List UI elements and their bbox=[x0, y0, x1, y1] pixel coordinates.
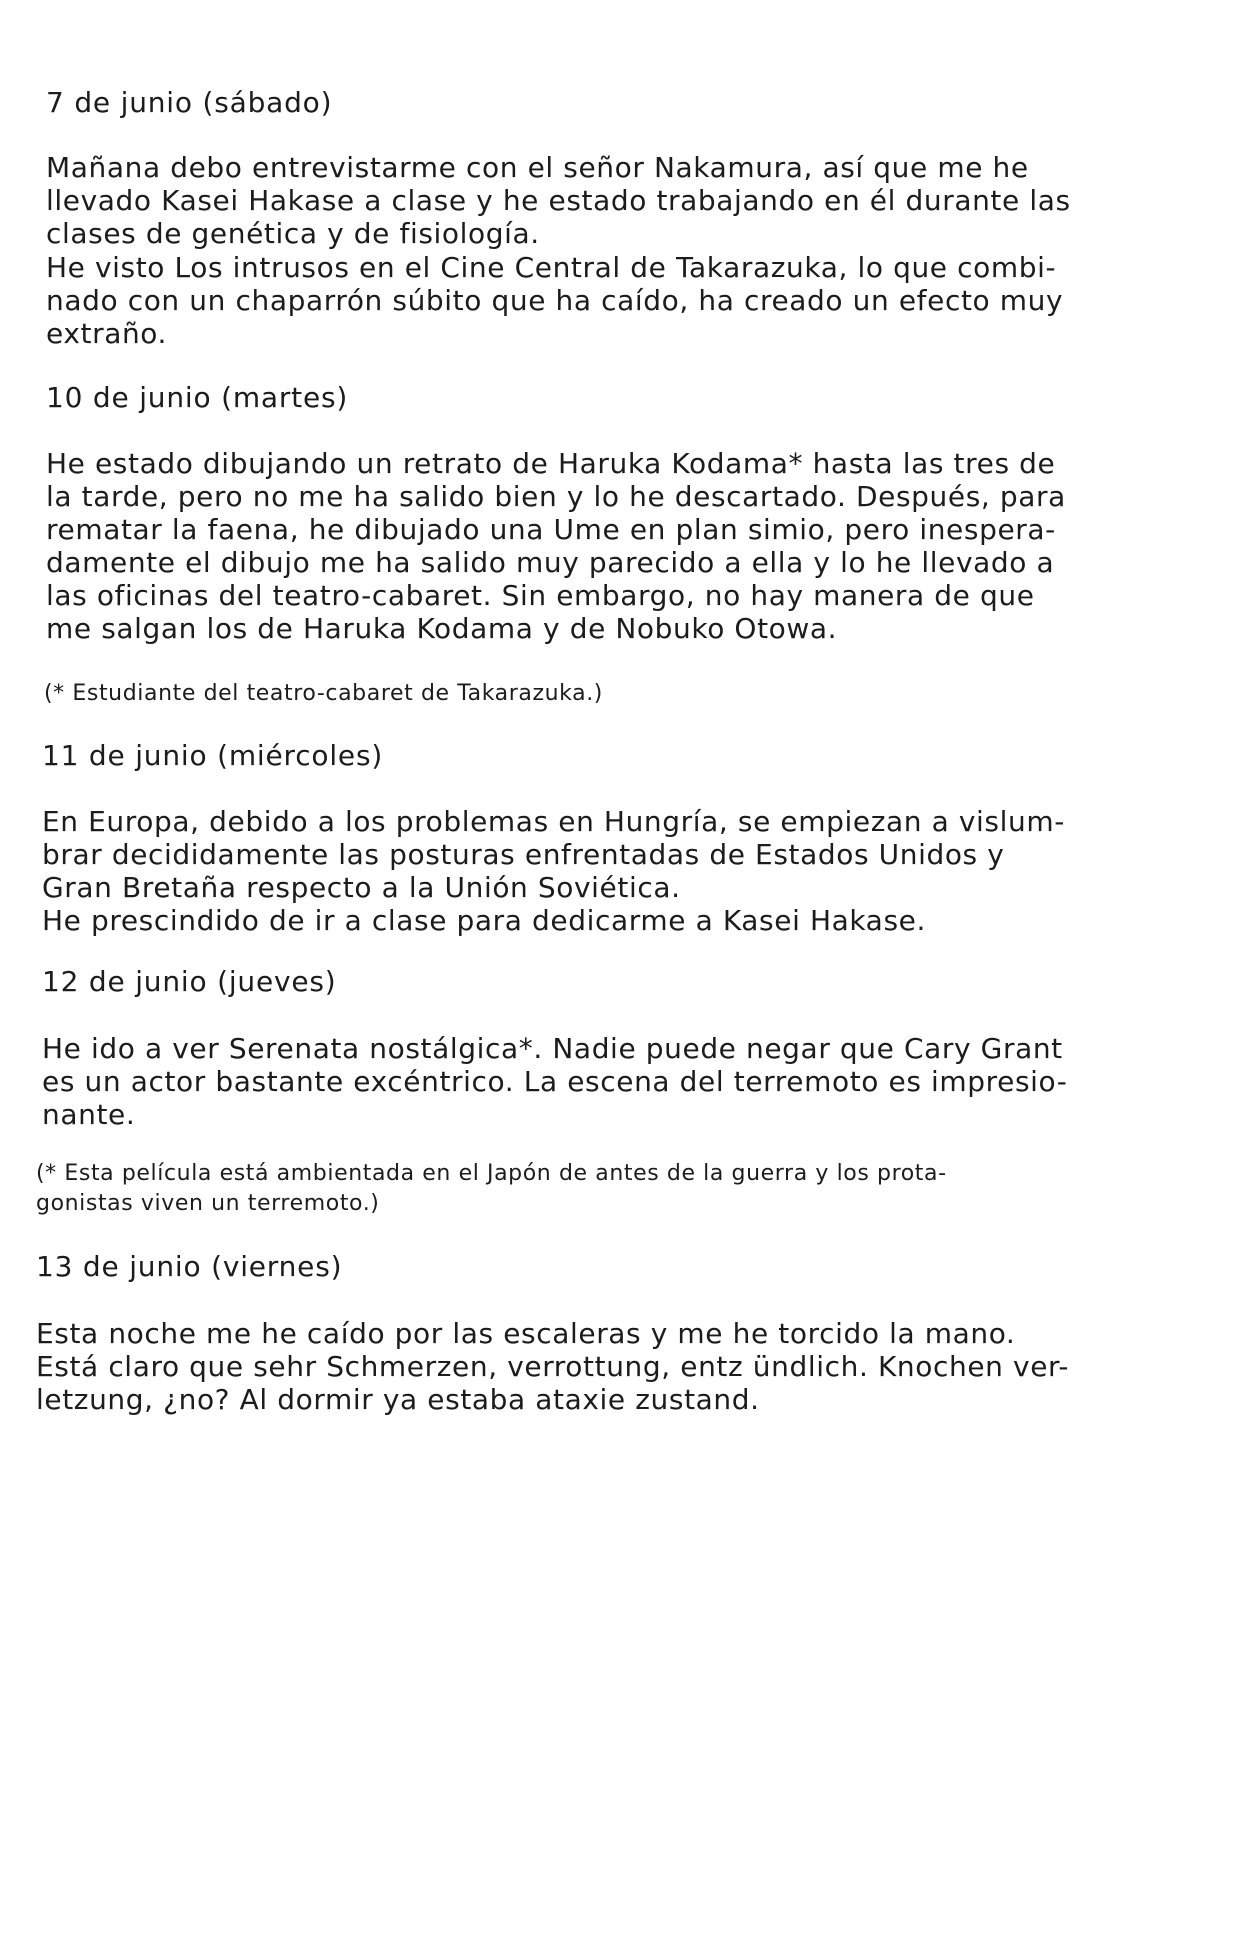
text-line: las oficinas del teatro-cabaret. Sin embargo, no hay manera de que bbox=[46, 579, 1035, 612]
text-line: He visto Los intrusos en el Cine Central de Takarazuka, lo que combi- bbox=[46, 251, 1057, 284]
text-line: Gran Bretaña respecto a la Unión Soviética. bbox=[42, 871, 681, 904]
text-line: clases de genética y de fisiología. bbox=[46, 217, 540, 250]
entry-date: 10 de junio (martes) bbox=[46, 381, 349, 414]
text-line: es un actor bastante excéntrico. La escena del terremoto es impresio- bbox=[42, 1065, 1068, 1098]
text-line: rematar la faena, he dibujado una Ume en plan simio, pero inespera- bbox=[46, 513, 1056, 546]
text-line: Está claro que sehr Schmerzen, verrottung, entz ündlich. Knochen ver- bbox=[36, 1350, 1070, 1383]
entry-date: 13 de junio (viernes) bbox=[36, 1250, 343, 1283]
text-line: extraño. bbox=[46, 317, 168, 350]
text-line: En Europa, debido a los problemas en Hungría, se empiezan a vislum- bbox=[42, 805, 1065, 838]
footnote: (* Estudiante del teatro-cabaret de Takarazuka.) bbox=[44, 681, 603, 706]
text-line: brar decididamente las posturas enfrentadas de Estados Unidos y bbox=[42, 838, 1005, 871]
text-line: nado con un chaparrón súbito que ha caído, ha creado un efecto muy bbox=[46, 284, 1064, 317]
text-line: letzung, ¿no? Al dormir ya estaba ataxie zustand. bbox=[36, 1383, 760, 1416]
text-line: nante. bbox=[42, 1098, 136, 1131]
text-line: He prescindido de ir a clase para dedicarme a Kasei Hakase. bbox=[42, 904, 926, 937]
text-line: la tarde, pero no me ha salido bien y lo he descartado. Después, para bbox=[46, 480, 1066, 513]
text-line: damente el dibujo me ha salido muy parecido a ella y lo he llevado a bbox=[46, 546, 1055, 579]
entry-date: 12 de junio (jueves) bbox=[42, 965, 337, 998]
text-line: He ido a ver Serenata nostálgica*. Nadie puede negar que Cary Grant bbox=[42, 1032, 1063, 1065]
text-line: me salgan los de Haruka Kodama y de Nobuko Otowa. bbox=[46, 612, 838, 645]
entry-date: 7 de junio (sábado) bbox=[46, 86, 333, 119]
text-line: llevado Kasei Hakase a clase y he estado trabajando en él durante las bbox=[46, 184, 1071, 217]
text-line: Mañana debo entrevistarme con el señor Nakamura, así que me he bbox=[46, 151, 1029, 184]
entry-date: 11 de junio (miércoles) bbox=[42, 739, 384, 772]
text-line: Esta noche me he caído por las escaleras y me he torcido la mano. bbox=[36, 1317, 1016, 1350]
footnote: gonistas viven un terremoto.) bbox=[36, 1191, 380, 1216]
text-line: He estado dibujando un retrato de Haruka Kodama* hasta las tres de bbox=[46, 447, 1056, 480]
footnote: (* Esta película está ambientada en el Japón de antes de la guerra y los prota- bbox=[36, 1161, 947, 1186]
